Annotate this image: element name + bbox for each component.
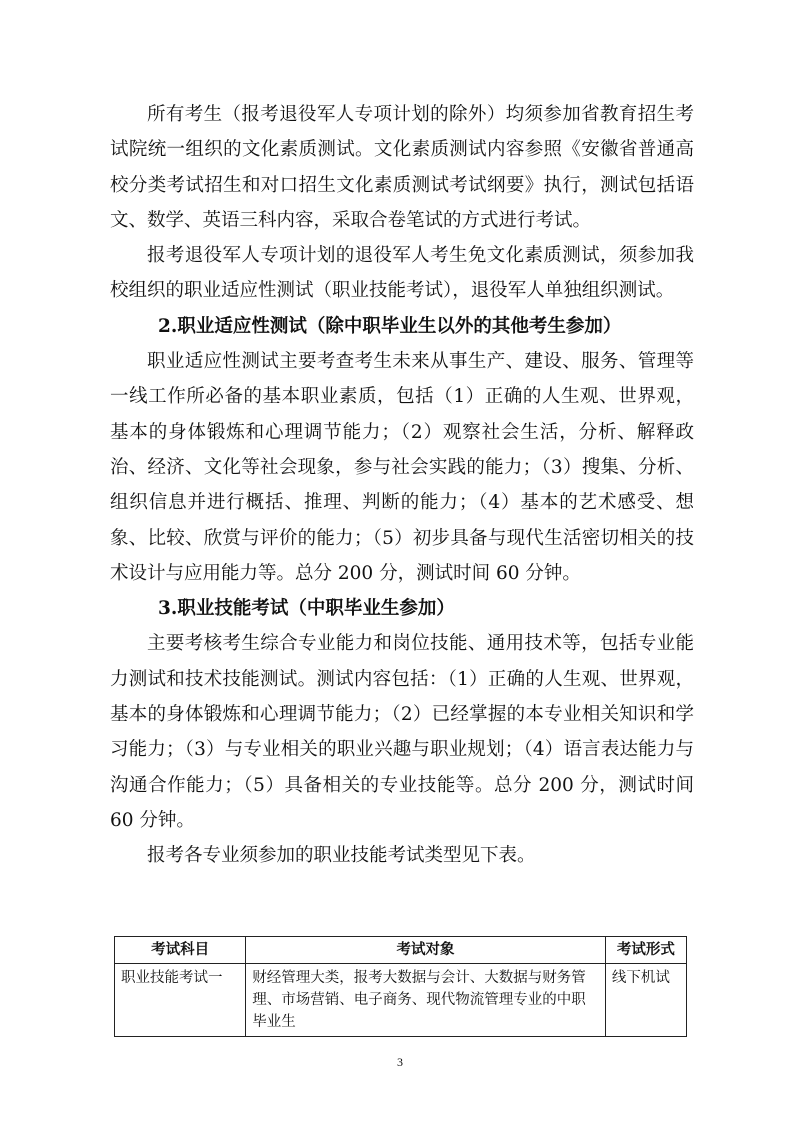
section-heading-skills-exam: 3.职业技能考试（中职毕业生参加） xyxy=(158,598,455,620)
exam-type-table xyxy=(114,936,687,1037)
paragraph-culture-test: 所有考生（报考退役军人专项计划的除外）均须参加省教育招生考试院统一组织的文化素质测试。文化素质测试内容参照《安徽省普通高校分类考试招生和对口招生文化素质测试考试纲要》执行，测试包括语文、数学、英语三科内容，采取合卷笔试的方式进行考试。 xyxy=(110,104,694,231)
paragraph-table-intro: 报考各专业须参加的职业技能考试类型见下表。 xyxy=(147,845,536,867)
table-header-row xyxy=(115,937,687,964)
header-target: 考试对象 xyxy=(246,937,606,964)
page-number: 3 xyxy=(397,1055,403,1069)
paragraph-skills-exam: 主要考核考生综合专业能力和岗位技能、通用技术等，包括专业能力测试和技术技能测试。测试内容包括：（1）正确的人生观、世界观，基本的身体锻炼和心理调节能力；（2）已经掌握的本专业相关知识和学习能力；（3）与专业相关的职业兴趣与职业规划；（4）语言表达能力与沟通合作能力；（5）具备相关的专业技能等。总分 200 分，测试时间 60 分钟。 xyxy=(110,633,694,831)
section-heading-aptitude-test: 2.职业适应性测试（除中职毕业生以外的其他考生参加） xyxy=(158,315,622,337)
paragraph-veteran-exemption: 报考退役军人专项计划的退役军人考生免文化素质测试，须参加我校组织的职业适应性测试（职业技能考试），退役军人单独组织测试。 xyxy=(110,245,694,302)
header-format: 考试形式 xyxy=(605,937,686,964)
paragraph-aptitude-test: 职业适应性测试主要考查考生未来从事生产、建设、服务、管理等一线工作所必备的基本职业素质，包括（1）正确的人生观、世界观，基本的身体锻炼和心理调节能力；（2）观察社会生活，分析、解释政治、经济、文化等社会现象，参与社会实践的能力；（3）搜集、分析、组织信息并进行概括、推理、判断的能力；（4）基本的艺术感受、想象、比较、欣赏与评价的能力；（5）初步具备与现代生活密切相关的技术设计与应用能力等。总分 200 分，测试时间 60 分钟。 xyxy=(110,351,694,584)
cell-target: 财经管理大类，报考大数据与会计、大数据与财务管理、市场营销、电子商务、现代物流管理专业的中职毕业生 xyxy=(246,964,606,1037)
header-subject: 考试科目 xyxy=(115,937,246,964)
cell-subject: 职业技能考试一 xyxy=(115,964,246,1037)
table-row xyxy=(115,964,687,1037)
cell-format: 线下机试 xyxy=(605,964,686,1037)
document-body xyxy=(110,97,694,874)
